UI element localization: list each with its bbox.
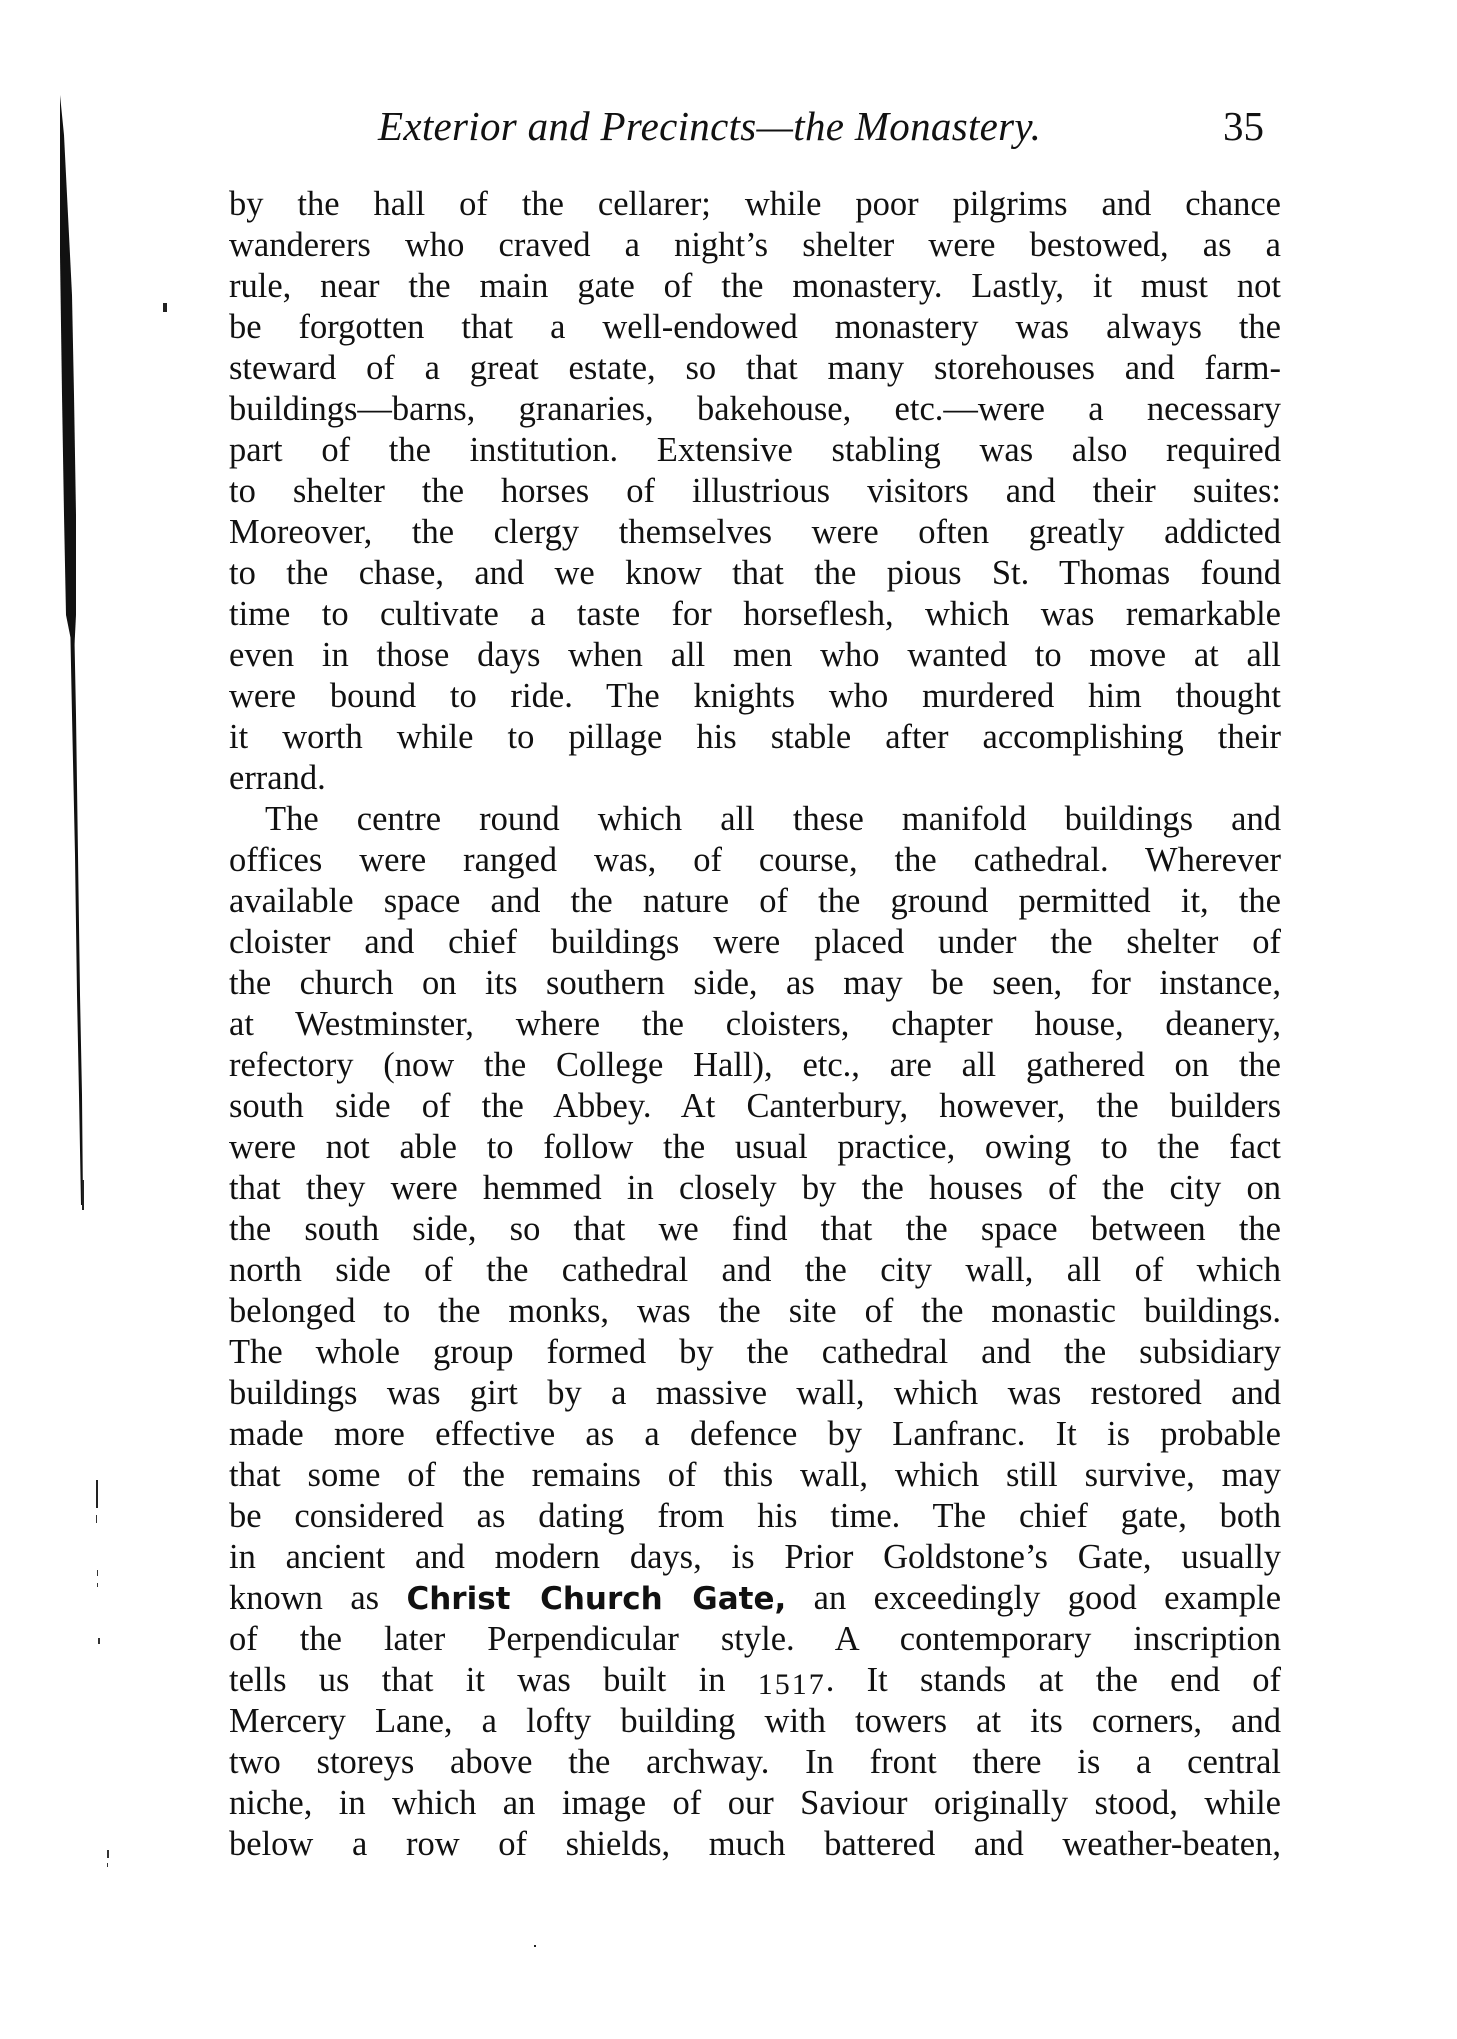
text-fragment: . It stands at the end of [825, 1661, 1282, 1699]
text-line: The centre round which all these manifold buildings and [265, 800, 1281, 838]
text-line: steward of a great estate, so that many storehouses and farm- [229, 349, 1281, 387]
text-line: buildings—barns, granaries, bakehouse, etc.—were a necessary [229, 390, 1281, 428]
page-number: 35 [1223, 103, 1264, 149]
binding-fragment [97, 1570, 98, 1576]
text-line: of the later Perpendicular style. A contemporary inscription [229, 1620, 1281, 1658]
text-line: errand. [229, 759, 326, 797]
text-line: belonged to the monks, was the site of the monastic buildings. [229, 1292, 1281, 1330]
text-line: it worth while to pillage his stable after accomplishing their [229, 718, 1281, 756]
text-line: that some of the remains of this wall, which still survive, may [229, 1456, 1281, 1494]
binding-edge-shadow [58, 95, 178, 1995]
text-line: be forgotten that a well-endowed monastery was always the [229, 308, 1281, 346]
text-line: north side of the cathedral and the city wall, all of which [229, 1251, 1281, 1289]
body-text [229, 184, 1281, 1865]
binding-fragment [107, 1863, 108, 1867]
text-line: Moreover, the clergy themselves were often greatly addicted [229, 513, 1281, 551]
scan-speck [534, 1945, 536, 1947]
text-line: refectory (now the College Hall), etc., are all gathered on the [229, 1046, 1281, 1084]
text-line: south side of the Abbey. At Canterbury, however, the builders [229, 1087, 1281, 1125]
paragraph [229, 799, 1281, 1865]
binding-fragment [96, 1480, 98, 1508]
text-line-gate [229, 1578, 1281, 1619]
binding-fragment [98, 1638, 100, 1644]
binding-fragment [107, 1850, 109, 1858]
text-line: The whole group formed by the cathedral and the subsidiary [229, 1333, 1281, 1371]
page-header [230, 96, 1300, 156]
text-line: two storeys above the archway. In front there is a central [229, 1743, 1281, 1781]
text-line: to the chase, and we know that the pious St. Thomas found [229, 554, 1281, 592]
text-line: Mercery Lane, a lofty building with towers at its corners, and [229, 1702, 1281, 1740]
text-line: to shelter the horses of illustrious visitors and their suites: [229, 472, 1281, 510]
text-line: rule, near the main gate of the monastery. Lastly, it must not [229, 267, 1281, 305]
text-line: that they were hemmed in closely by the houses of the city on [229, 1169, 1281, 1207]
text-line: cloister and chief buildings were placed under the shelter of [229, 923, 1281, 961]
text-line: part of the institution. Extensive stabling was also required [229, 431, 1281, 469]
text-line-date [229, 1660, 1281, 1701]
text-line: time to cultivate a taste for horseflesh, which was remarkable [229, 595, 1281, 633]
binding-dark-band [60, 95, 76, 655]
text-line: were bound to ride. The knights who murdered him thought [229, 677, 1281, 715]
text-line: in ancient and modern days, is Prior Goldstone’s Gate, usually [229, 1538, 1281, 1576]
text-fragment: tells us that it was built in [229, 1661, 758, 1699]
text-line: buildings was girt by a massive wall, which was restored and [229, 1374, 1281, 1412]
text-line: by the hall of the cellarer; while poor pilgrims and chance [229, 185, 1281, 223]
binding-fragment [97, 1583, 98, 1587]
binding-fragment [96, 1515, 97, 1523]
text-line: were not able to follow the usual practice, owing to the fact [229, 1128, 1281, 1166]
scan-speck [163, 303, 167, 312]
text-fragment: an exceedingly good example [786, 1579, 1282, 1617]
running-title: Exterior and Precincts—the Monastery. [378, 103, 1042, 149]
text-line: available space and the nature of the ground permitted it, the [229, 882, 1281, 920]
text-line: wanderers who craved a night’s shelter were bestowed, as a [229, 226, 1281, 264]
text-line: be considered as dating from his time. The chief gate, both [229, 1497, 1281, 1535]
text-line: niche, in which an image of our Saviour originally stood, while [229, 1784, 1281, 1822]
text-line: the church on its southern side, as may be seen, for instance, [229, 964, 1281, 1002]
binding-thin-line [70, 615, 83, 1205]
text-line: at Westminster, where the cloisters, chapter house, deanery, [229, 1005, 1281, 1043]
text-line: the south side, so that we find that the space between the [229, 1210, 1281, 1248]
paragraph [229, 184, 1281, 799]
text-line: made more effective as a defence by Lanfranc. It is probable [229, 1415, 1281, 1453]
text-fragment: known as [229, 1579, 407, 1617]
text-line: even in those days when all men who wanted to move at all [229, 636, 1281, 674]
text-line: below a row of shields, much battered and weather-beaten, [229, 1825, 1281, 1863]
text-line: offices were ranged was, of course, the cathedral. Wherever [229, 841, 1281, 879]
year-1517: 1517 [757, 1668, 826, 1701]
christ-church-gate-emphasis: Christ Church Gate, [406, 1581, 787, 1617]
binding-fragment [82, 1180, 84, 1210]
